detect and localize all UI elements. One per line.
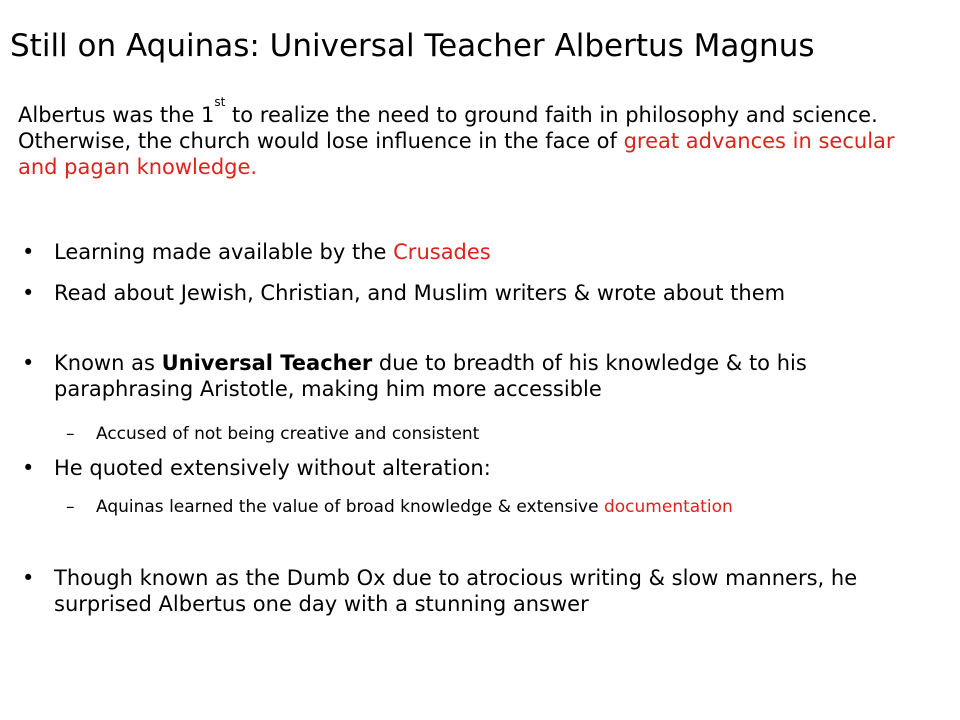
bullet-universal-teacher — [22, 350, 932, 402]
bullet-text: He quoted extensively without alteration: — [54, 456, 491, 480]
sub-bullet-dash: – — [66, 497, 75, 517]
bullet-highlight: Crusades — [393, 240, 491, 264]
sub-bullet-documentation — [66, 495, 926, 519]
intro-highlight: great advances in secular and pagan knowledge. — [18, 129, 895, 179]
bullet-text — [54, 239, 932, 265]
bullet-bold: Universal Teacher — [161, 351, 373, 375]
intro-text-2: to realize the need to ground faith in philosophy and science. Otherwise, the church would lose influence in the face of — [18, 103, 878, 153]
bullet-dumb-ox — [22, 565, 932, 617]
bullet-text — [54, 350, 932, 402]
bullet-dot: • — [22, 281, 35, 305]
bullet-dot: • — [22, 240, 35, 264]
sub-bullet-dash: – — [66, 424, 75, 444]
bullet-text: Read about Jewish, Christian, and Muslim writers & wrote about them — [54, 281, 786, 305]
bullet-quoted — [22, 455, 932, 481]
bullet-dot: • — [22, 351, 35, 375]
bullet-text: Though known as the Dumb Ox due to atrocious writing & slow manners, he surprised Albertus one day with a stunning answer — [54, 566, 858, 616]
sub-bullet-text: Accused of not being creative and consistent — [96, 424, 480, 444]
sub-bullet-accused — [66, 422, 926, 446]
sub-bullet-text — [96, 495, 926, 519]
bullet-text-pre: Learning made available by the — [54, 240, 394, 264]
intro-text-1: Albertus was the 1 — [18, 103, 215, 127]
slide-title: Still on Aquinas: Universal Teacher Albertus Magnus — [10, 28, 815, 64]
bullet-text-post: due to breadth of his knowledge & to his paraphrasing Aristotle, making him more accessible — [54, 351, 807, 401]
sub-bullet-text-pre: Aquinas learned the value of broad knowledge & extensive — [96, 497, 604, 517]
sub-bullet-highlight: documentation — [603, 497, 733, 517]
bullet-text-pre: Known as — [54, 351, 162, 375]
bullet-dot: • — [22, 456, 35, 480]
bullet-dot: • — [22, 566, 35, 590]
bullet-crusades — [22, 239, 932, 265]
bullet-writers — [22, 280, 932, 306]
intro-superscript: st — [214, 95, 226, 109]
intro-paragraph — [18, 95, 938, 180]
